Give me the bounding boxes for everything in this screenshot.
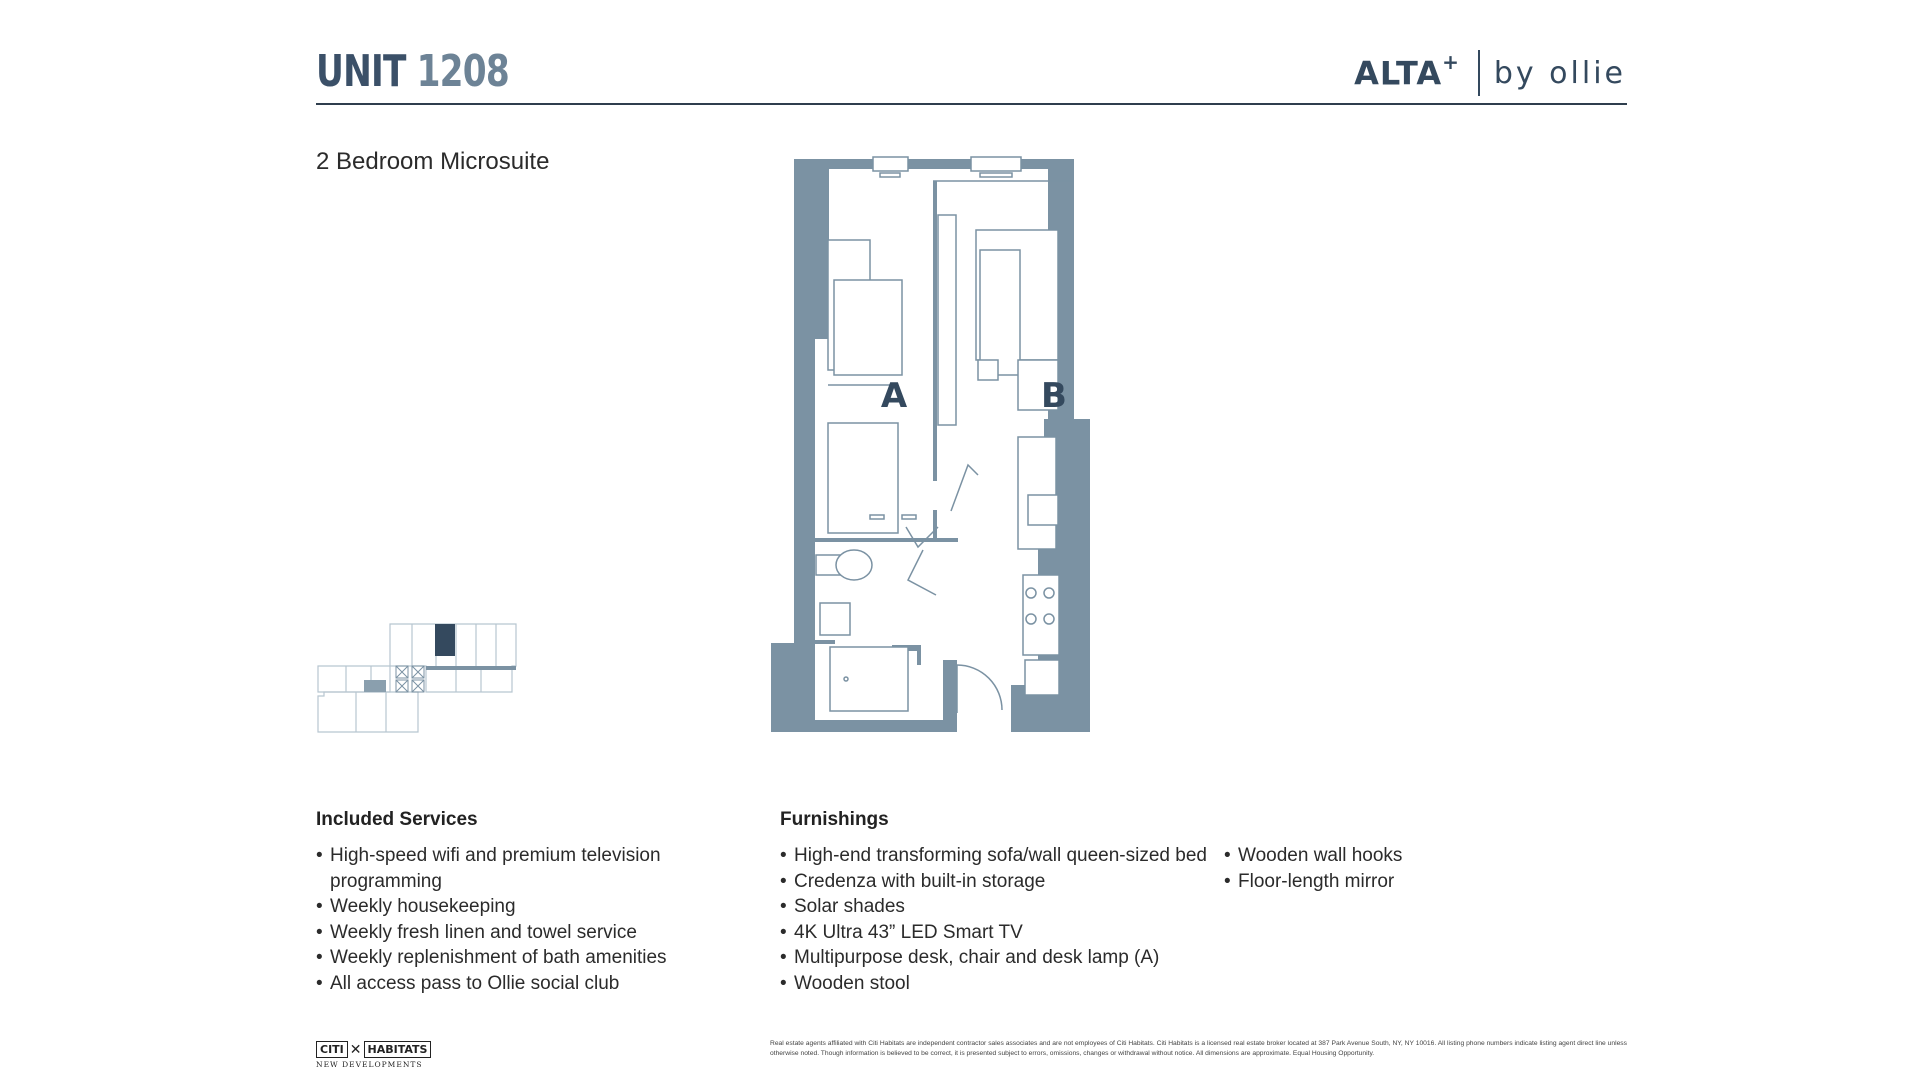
furnishings-heading: Furnishings <box>780 809 889 830</box>
list-item: • Wooden stool <box>780 971 1207 997</box>
key-plan-unit-highlight <box>435 624 455 656</box>
unit-label: UNIT <box>316 46 406 97</box>
list-item: • Floor-length mirror <box>1224 869 1402 895</box>
list-item: • 4K Ultra 43” LED Smart TV <box>780 920 1207 946</box>
list-item: • Weekly replenishment of bath amenities <box>316 945 667 971</box>
list-item: programming <box>330 870 442 892</box>
furnishings-list-col1 <box>780 843 1207 997</box>
brand-logo <box>1354 50 1626 96</box>
floor-plan-fixtures <box>816 157 1074 713</box>
list-item: • High-end transforming sofa/wall queen-sized bed <box>780 843 1207 869</box>
logo-subtitle: NEW DEVELOPMENTS <box>316 1060 423 1069</box>
list-item: • Credenza with built-in storage <box>780 869 1207 895</box>
citi-habitats-logo <box>316 1041 431 1069</box>
legal-disclaimer: Real estate agents affiliated with Citi Habitats are independent contractor sales associates and are not employees of Citi Habitats. Citi Habitats is a licensed real estate broker located at 387 Park Avenue South, NY, NY 10016. All listing phone numbers indicate listing agent direct line unless otherwise noted. Though information is believed to be correct, it is presented subject to errors, omissions, changes or withdrawal without notice. All dimensions are approximate. Equal Housing Opportunity. <box>770 1040 1627 1057</box>
room-b-label: B <box>1041 376 1067 416</box>
services-list <box>316 843 667 997</box>
brand-divider <box>1478 50 1480 96</box>
list-item: • Wooden wall hooks <box>1224 843 1402 869</box>
unit-number: 1208 <box>416 46 509 97</box>
unit-title <box>316 46 509 97</box>
brand-plus: + <box>1442 49 1460 74</box>
floor-plan-diagram <box>768 155 1178 735</box>
key-plan-diagram <box>316 622 521 737</box>
logo-x-mark: ✕ <box>349 1041 362 1058</box>
list-item: • Weekly fresh linen and towel service <box>316 920 667 946</box>
list-item: • Solar shades <box>780 894 1207 920</box>
brand-by: by ollie <box>1493 55 1626 91</box>
logo-right-text: HABITATS <box>364 1041 432 1058</box>
list-item: • Weekly housekeeping <box>316 894 667 920</box>
citi-habitats-wordmark <box>316 1041 431 1058</box>
list-item: • High-speed wifi and premium television <box>316 843 667 869</box>
brand-name <box>1354 49 1460 93</box>
list-item: • All access pass to Ollie social club <box>316 971 667 997</box>
header-rule <box>316 103 1627 105</box>
logo-left-text: CITI <box>316 1041 348 1058</box>
brand-name-text: ALTA <box>1354 54 1443 93</box>
furnishings-list-col2 <box>1224 843 1402 894</box>
list-item: • Multipurpose desk, chair and desk lamp (A) <box>780 945 1207 971</box>
unit-type: 2 Bedroom Microsuite <box>316 148 550 175</box>
room-a-label: A <box>880 376 908 416</box>
services-heading: Included Services <box>316 809 478 830</box>
